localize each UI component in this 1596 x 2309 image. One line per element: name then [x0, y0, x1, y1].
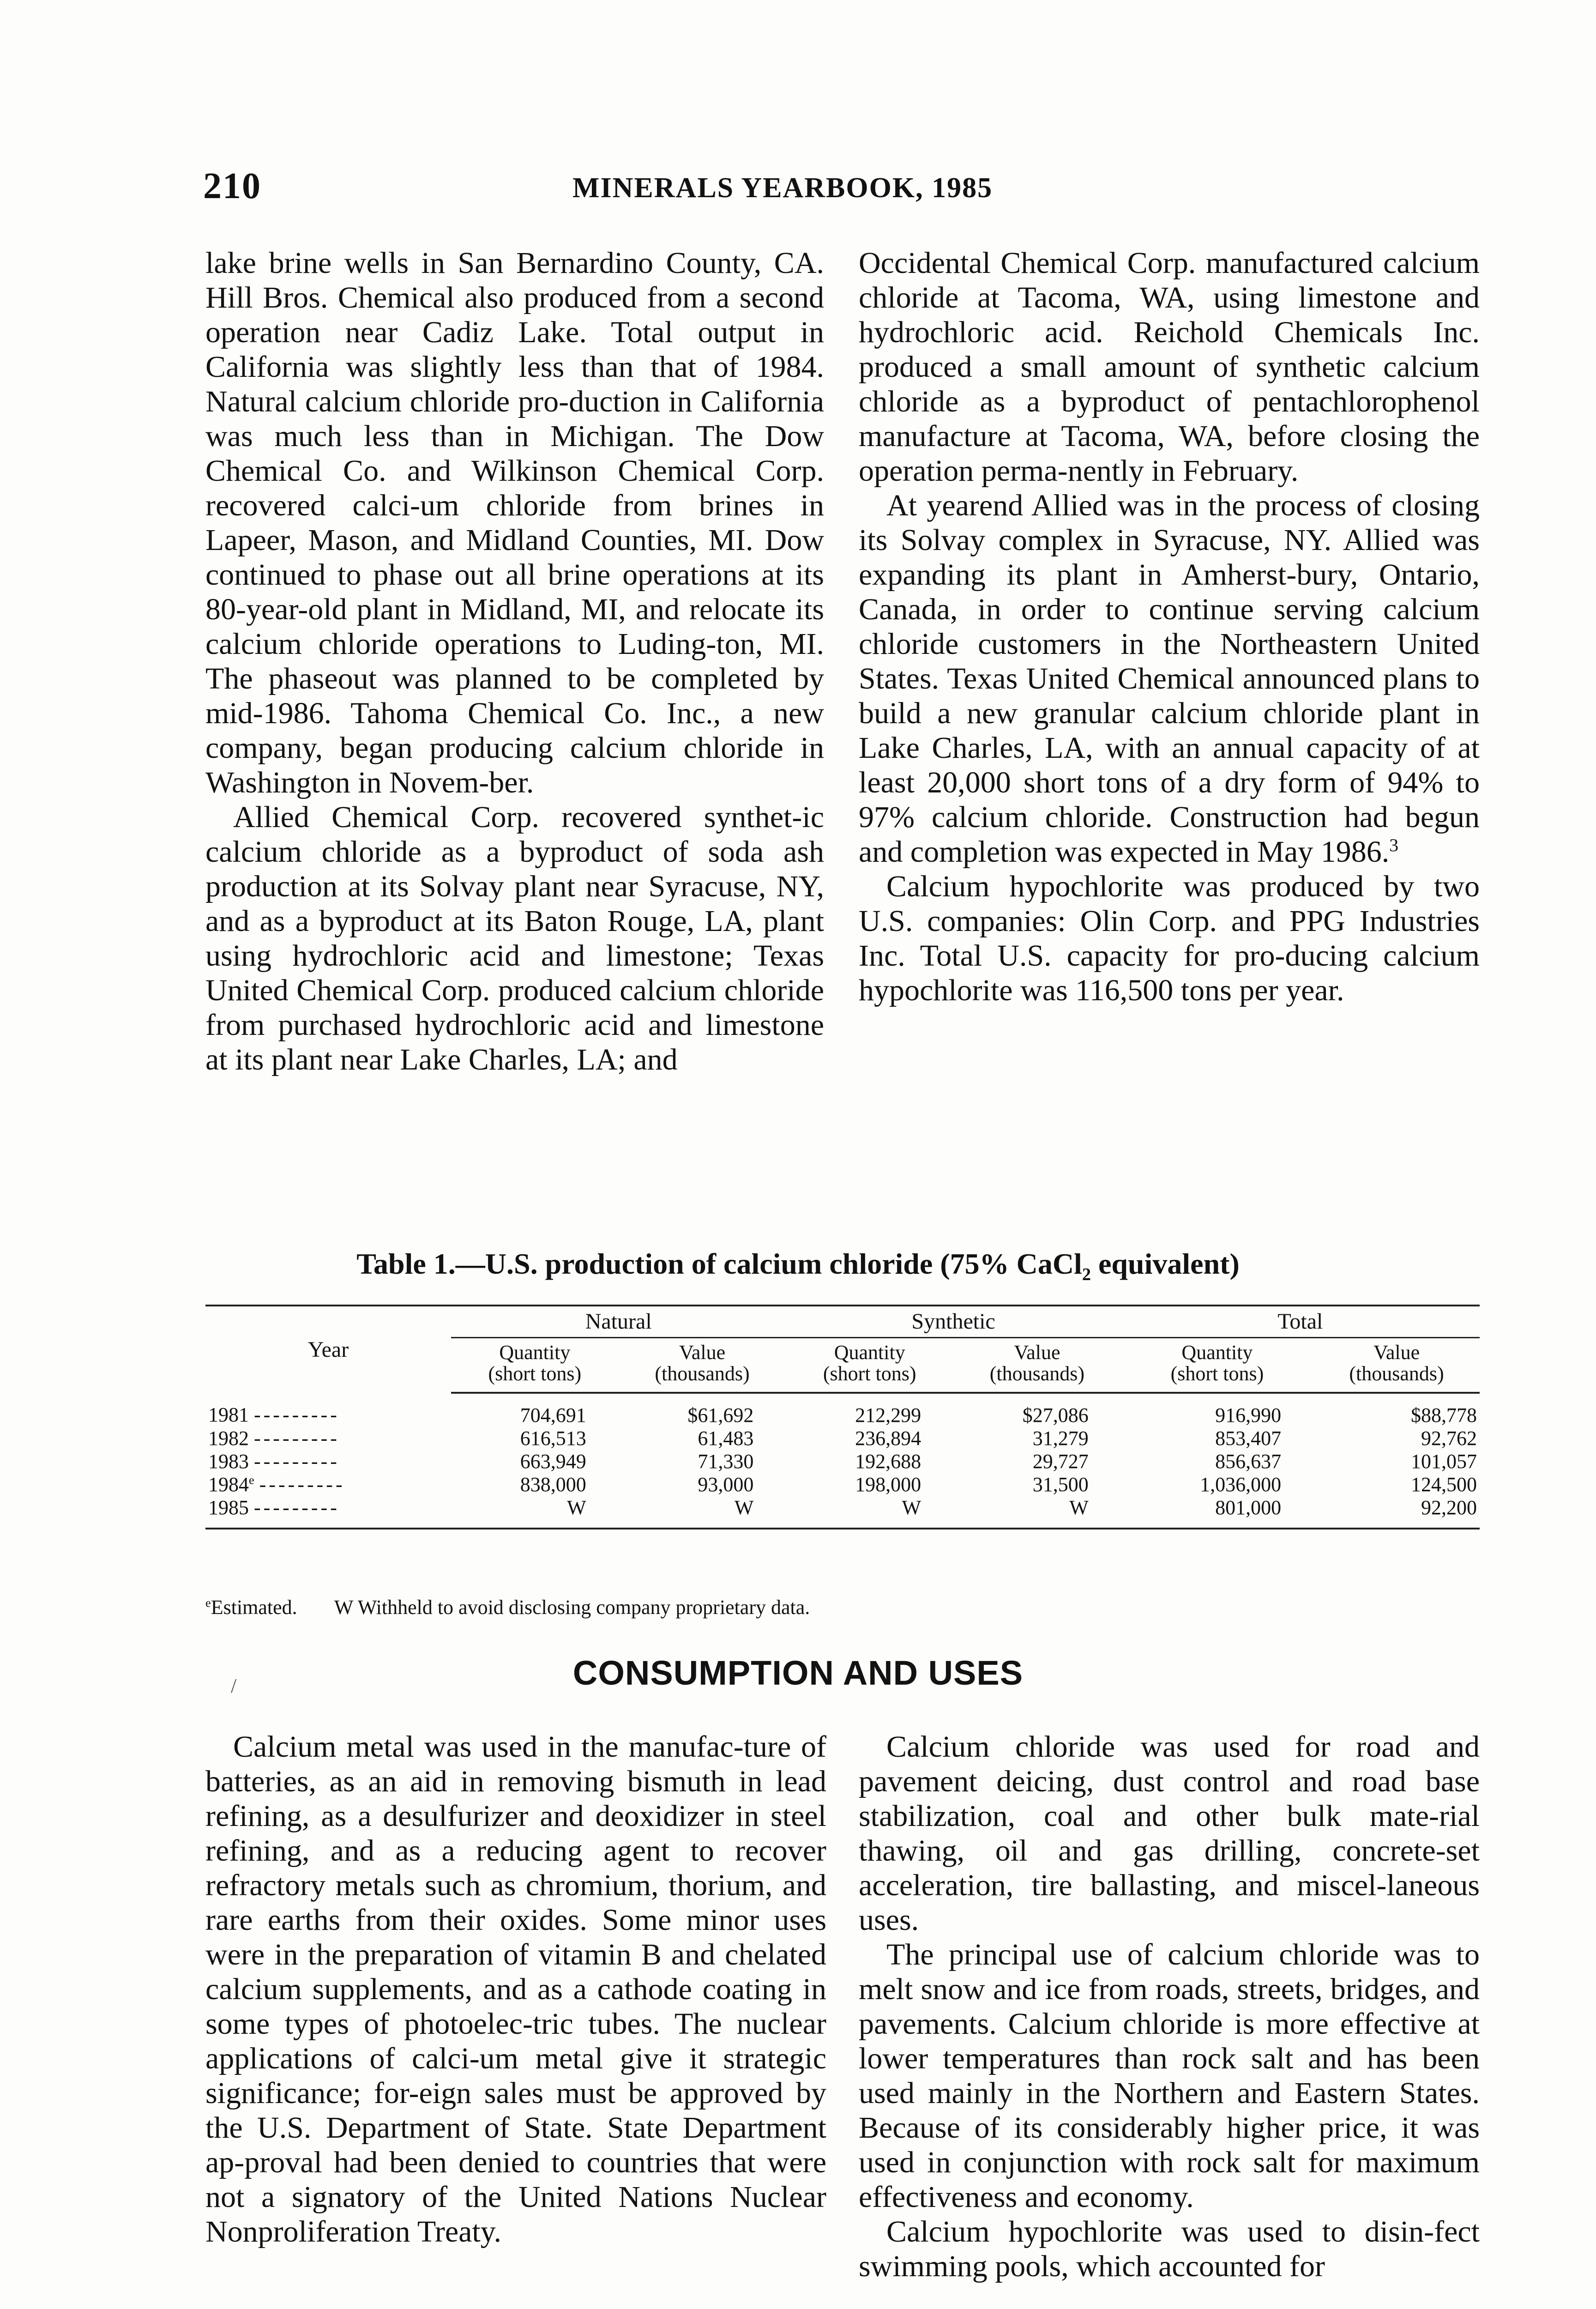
paragraph: Occidental Chemical Corp. manufactured calcium chloride at Tacoma, WA, using limestone and hydrochloric acid. Reichold Chemicals Inc. produced a small amount of synthetic calcium chloride as a byproduct of pentachlorophenol manufacture at Tacoma, WA, before closing the operation perma-nently in February. [859, 246, 1480, 488]
paragraph: Calcium hypochlorite was used to disin-fect swimming pools, which accounted for [859, 2215, 1480, 2283]
paragraph: Allied Chemical Corp. recovered synthet-ic calcium chloride as a byproduct of soda ash production at its Solvay plant near Syracuse, NY, and as a byproduct at its Baton Rouge, LA, plant using hydrochloric acid and limestone; Texas United Chemical Corp. produced calcium chloride from purchased hydrochloric acid and limestone at its plant near Lake Charles, LA; and [205, 800, 824, 1076]
group-header-total: Total [1121, 1306, 1480, 1338]
footnote-marker: 3 [1389, 835, 1398, 855]
synthetic-quantity-cell: 236,894 [855, 1427, 921, 1450]
natural-value-cell: $61,692 [687, 1404, 754, 1427]
top-left-column [205, 246, 824, 1077]
production-table [205, 1305, 1480, 1529]
total-value-cell: 92,200 [1313, 1496, 1480, 1529]
section-heading: CONSUMPTION AND USES [572, 1654, 1024, 1692]
running-title: MINERALS YEARBOOK, 1985 [572, 172, 993, 204]
table-footnotes [205, 1596, 842, 1619]
natural-quantity-cell: 838,000 [520, 1473, 586, 1496]
table-row [205, 1427, 1480, 1450]
paragraph-text: At yearend Allied was in the process of closing its Solvay complex in Syracuse, NY. Allied was expanding its plant in Amherst-bury, Ontario, Canada, in order to continue serving calcium chloride customers in the Northeastern United States. Texas United Chemical announced plans to build a new granular calcium chloride plant in Lake Charles, LA, with an annual capacity of at least 20,000 short tons of a dry form of 94% to 97% calcium chloride. Construction had begun and completion was expected in May 1986. [859, 489, 1480, 869]
column-header-quantity: Quantity (short tons) [786, 1338, 953, 1393]
synthetic-value-cell: W [953, 1496, 1121, 1529]
column-header-value: Value (thousands) [953, 1338, 1121, 1393]
paragraph: Calcium metal was used in the manufac-ture of batteries, as an aid in removing bismuth in lead refining, as a desulfurizer and deoxidizer in steel refining, and as a reducing agent to recover refractory metals such as chromium, thorium, and rare earths from their oxides. Some minor uses were in the preparation of vitamin B and chelated calcium supplements, and as a cathode coating in some types of photoelec-tric tubes. The nuclear applications of calci-um metal give it strategic significance; for-eign sales must be approved by the U.S. Department of State. State Department ap-proval had been denied to countries that were not a signatory of the United Nations Nuclear Nonproliferation Treaty. [205, 1730, 826, 2249]
total-value-cell: $88,778 [1411, 1404, 1477, 1427]
column-header-value: Value (thousands) [1313, 1338, 1480, 1393]
synthetic-quantity-cell: 198,000 [855, 1473, 921, 1496]
total-quantity-cell: 801,000 [1121, 1496, 1313, 1529]
total-value-cell: 101,057 [1411, 1450, 1477, 1473]
footnote-withheld: W Withheld to avoid disclosing company proprietary data. [334, 1596, 810, 1619]
table-row [205, 1496, 1480, 1529]
table-title-suffix: equivalent) [1091, 1247, 1240, 1280]
year-cell: 1984e --------- [208, 1473, 345, 1496]
year-cell: 1981 --------- [208, 1403, 340, 1426]
natural-quantity-cell: 616,513 [520, 1427, 586, 1450]
table-title [0, 1247, 1596, 1285]
synthetic-value-cell: 31,279 [1032, 1427, 1089, 1450]
natural-quantity-cell: 704,691 [520, 1404, 586, 1427]
footnote-estimated: $^e$Estimated. [205, 1596, 297, 1619]
year-header: Year [205, 1306, 451, 1393]
natural-value-cell: 71,330 [698, 1450, 754, 1473]
table-row [205, 1450, 1480, 1473]
table-title-subscript: 2 [1082, 1264, 1091, 1284]
group-header-synthetic: Synthetic [786, 1306, 1120, 1338]
synthetic-quantity-cell: 192,688 [855, 1450, 921, 1473]
column-header-quantity: Quantity (short tons) [451, 1338, 619, 1393]
total-quantity-cell: 853,407 [1215, 1427, 1282, 1450]
paragraph: lake brine wells in San Bernardino County, CA. Hill Bros. Chemical also produced from a second operation near Cadiz Lake. Total output in California was slightly less than that of 1984. Natural calcium chloride pro-duction in California was much less than in Michigan. The Dow Chemical Co. and Wilkinson Chemical Corp. recovered calci-um chloride from brines in Lapeer, Mason, and Midland Counties, MI. Dow continued to phase out all brine operations at its 80-year-old plant in Midland, MI, and relocate its calcium chloride operations to Luding-ton, MI. The phaseout was planned to be completed by mid-1986. Tahoma Chemical Co. Inc., a new company, began producing calcium chloride in Washington in Novem-ber. [205, 246, 824, 799]
total-quantity-cell: 916,990 [1215, 1404, 1282, 1427]
year-cell: 1983 --------- [208, 1450, 340, 1473]
paragraph [859, 488, 1480, 869]
group-header-natural: Natural [451, 1306, 786, 1338]
table-title-prefix: Table 1.—U.S. production of calcium chloride (75% CaCl [356, 1247, 1082, 1280]
natural-quantity-cell: 663,949 [520, 1450, 586, 1473]
bottom-left-column [205, 1729, 826, 2249]
natural-value-cell: 93,000 [698, 1473, 754, 1496]
synthetic-value-cell: $27,086 [1022, 1404, 1089, 1427]
column-header-quantity: Quantity (short tons) [1121, 1338, 1313, 1393]
synthetic-value-cell: 31,500 [1032, 1473, 1089, 1496]
synthetic-quantity-cell: 212,299 [855, 1404, 921, 1427]
paragraph: Calcium chloride was used for road and pavement deicing, dust control and road base stabilization, coal and other bulk mate-rial thawing, oil and gas drilling, concrete-set acceleration, tire ballasting, and miscel-laneous uses. [859, 1730, 1480, 1937]
paragraph: Calcium hypochlorite was produced by two U.S. companies: Olin Corp. and PPG Industries Inc. Total U.S. capacity for pro-ducing calcium hypochlorite was 116,500 tons per year. [859, 870, 1480, 1007]
synthetic-value-cell: 29,727 [1032, 1450, 1089, 1473]
stray-mark: / [231, 1674, 237, 1697]
bottom-right-column [859, 1729, 1480, 2284]
paragraph: The principal use of calcium chloride was to melt snow and ice from roads, streets, bridges, and pavements. Calcium chloride is more effective at lower temperatures than rock salt and has been used mainly in the Northern and Eastern States. Because of its considerably higher price, it was used in conjunction with rock salt for maximum effectiveness and economy. [859, 1938, 1480, 2214]
total-quantity-cell: 856,637 [1215, 1450, 1282, 1473]
natural-value-cell: W [619, 1496, 786, 1529]
year-cell: 1985 --------- [205, 1496, 451, 1529]
total-value-cell: 124,500 [1411, 1473, 1477, 1496]
natural-value-cell: 61,483 [698, 1427, 754, 1450]
natural-quantity-cell: W [451, 1496, 619, 1529]
year-cell: 1982 --------- [208, 1427, 340, 1450]
table-row [205, 1473, 1480, 1496]
top-right-column [859, 246, 1480, 1008]
table-row [205, 1393, 1480, 1427]
column-header-value: Value (thousands) [619, 1338, 786, 1393]
page-number: 210 [203, 166, 261, 206]
total-value-cell: 92,762 [1421, 1427, 1477, 1450]
total-quantity-cell: 1,036,000 [1200, 1473, 1282, 1496]
synthetic-quantity-cell: W [786, 1496, 953, 1529]
